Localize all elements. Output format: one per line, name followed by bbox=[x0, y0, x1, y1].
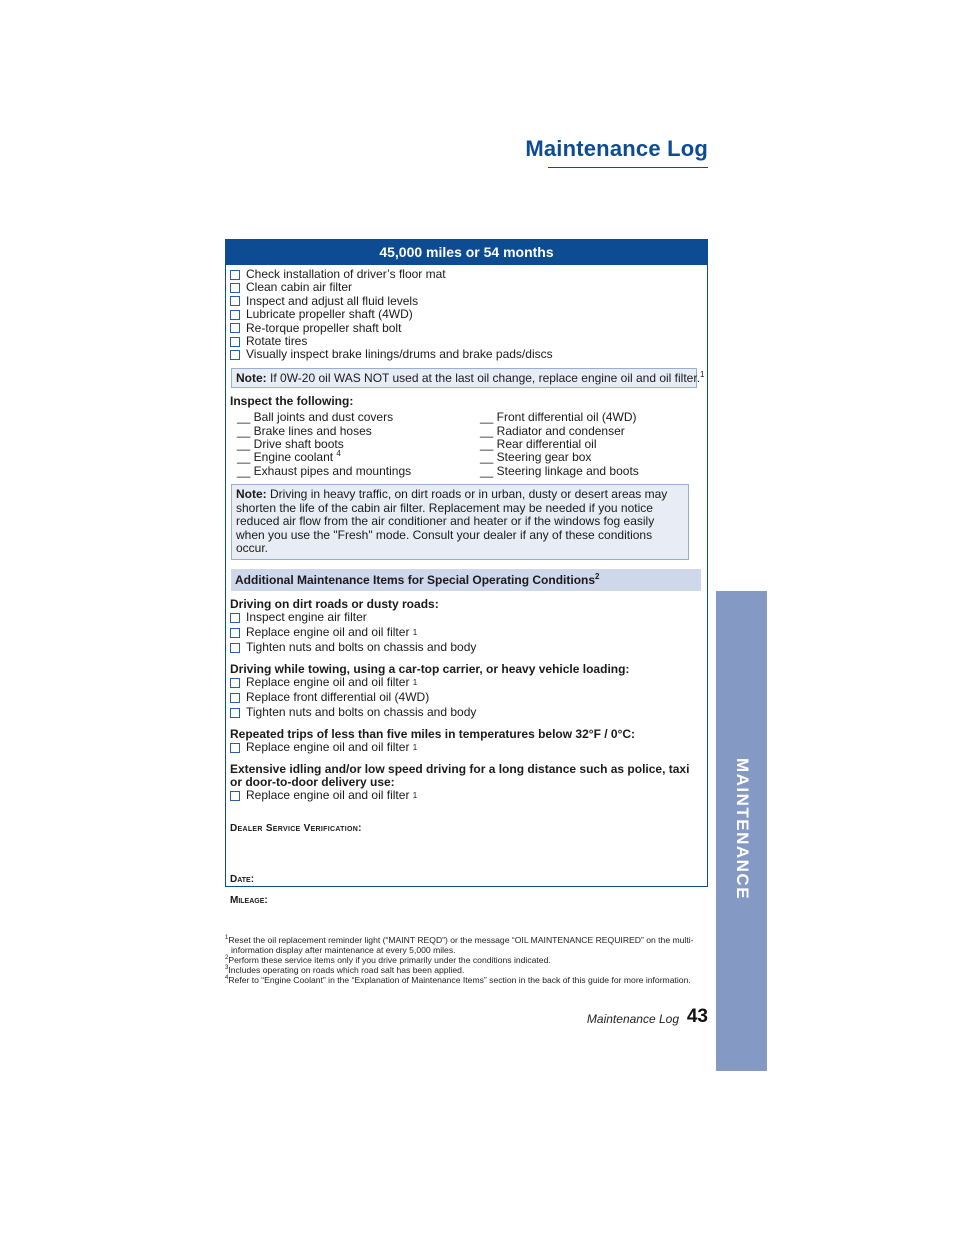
inspect-item: __ Brake lines and hoses bbox=[237, 423, 372, 438]
checkbox-icon[interactable] bbox=[230, 791, 240, 801]
checkbox-icon[interactable] bbox=[230, 708, 240, 718]
checkbox-icon[interactable] bbox=[230, 678, 240, 688]
date-label: Date: bbox=[230, 874, 255, 886]
checkbox-icon[interactable] bbox=[230, 613, 240, 623]
cabin-filter-note bbox=[231, 484, 689, 560]
box-content bbox=[230, 268, 703, 908]
checkbox-icon[interactable] bbox=[230, 643, 240, 653]
side-tab-label: MAINTENANCE bbox=[732, 757, 752, 901]
checklist-item[interactable]: Lubricate propeller shaft (4WD) bbox=[230, 308, 703, 321]
checklist-item[interactable]: Replace engine oil and oil filter 1 bbox=[230, 741, 703, 756]
checklist-item[interactable]: Replace engine oil and oil filter 1 bbox=[230, 789, 703, 804]
checklist-item[interactable]: Re-torque propeller shaft bolt bbox=[230, 322, 703, 335]
inspect-columns bbox=[230, 411, 703, 478]
checkbox-icon[interactable] bbox=[230, 323, 240, 333]
note-label: Note: bbox=[236, 370, 267, 385]
oil-note bbox=[231, 368, 705, 388]
inspect-item: __ Steering gear box bbox=[480, 450, 592, 465]
title-rule bbox=[548, 167, 708, 168]
inspect-item: __ Ball joints and dust covers bbox=[237, 410, 394, 425]
mileage-label: Mileage: bbox=[230, 895, 268, 907]
checklist bbox=[230, 268, 703, 362]
checklist-item[interactable]: Replace front differential oil (4WD) bbox=[230, 691, 703, 706]
checklist-item[interactable]: Rotate tires bbox=[230, 335, 703, 348]
checkbox-icon[interactable] bbox=[230, 693, 240, 703]
checklist-item[interactable]: Inspect engine air filter bbox=[230, 611, 703, 626]
inspect-left-column bbox=[237, 411, 480, 478]
note-label: Note: bbox=[236, 487, 267, 502]
checklist-item[interactable]: Tighten nuts and bolts on chassis and body bbox=[230, 641, 703, 656]
page-number: 43 bbox=[686, 1006, 708, 1027]
inspect-title: Inspect the following: bbox=[230, 393, 354, 408]
section-title: Repeated trips of less than five miles in temperatures below 32°F / 0°C: bbox=[230, 726, 636, 741]
checkbox-icon[interactable] bbox=[230, 296, 240, 306]
footnote: $^1$Reset the oil replacement reminder light (“MAINT REQD”) or the message “OIL MAINTENANCE REQUIRED” on the multi-information display after maintenance at every 5,000 miles. bbox=[225, 935, 694, 955]
footnote: $^3$Includes operating on roads which road salt has been applied. bbox=[225, 965, 465, 975]
inspect-item: __ Engine coolant $^4$ bbox=[237, 449, 341, 465]
footer-section-label: Maintenance Log bbox=[586, 1012, 679, 1026]
page-title: Maintenance Log bbox=[525, 136, 708, 161]
special-conditions-header: Additional Maintenance Items for Special Operating Conditions$^2$ bbox=[231, 569, 701, 591]
checkbox-icon[interactable] bbox=[230, 283, 240, 293]
inspect-item: __ Steering linkage and boots bbox=[480, 463, 639, 478]
inspect-item: __ Drive shaft boots bbox=[237, 436, 344, 451]
note-footnote-ref: 1 bbox=[700, 369, 705, 379]
checklist-item[interactable]: Check installation of driver’s floor mat bbox=[230, 268, 703, 281]
inspect-item: __ Exhaust pipes and mountings bbox=[237, 463, 412, 478]
checkbox-icon[interactable] bbox=[230, 270, 240, 280]
note-text: If 0W-20 oil WAS NOT used at the last oil change, replace engine oil and oil filter. bbox=[270, 370, 701, 385]
checkbox-icon[interactable] bbox=[230, 310, 240, 320]
checklist-item[interactable]: Visually inspect brake linings/drums and brake pads/discs bbox=[230, 348, 703, 361]
inspect-item: __ Rear differential oil bbox=[480, 436, 597, 451]
checklist-item[interactable]: Tighten nuts and bolts on chassis and body bbox=[230, 706, 703, 721]
checklist-item[interactable]: Clean cabin air filter bbox=[230, 281, 703, 294]
footnote: $^4$Refer to “Engine Coolant” in the “Explanation of Maintenance Items” section in the back of this guide for more information. bbox=[225, 975, 691, 985]
dealer-verification-label: Dealer Service Verification: bbox=[230, 822, 362, 834]
inspect-item: __ Front differential oil (4WD) bbox=[480, 410, 637, 425]
side-tab-label-wrap bbox=[716, 591, 767, 1071]
note-text: Driving in heavy traffic, on dirt roads or in urban, dusty or desert areas may shorten the life of the cabin air filter. Replacement may be needed if you notice reduced air flow from the air conditioner and heater or if the windows fog easily when you use the "Fresh" mode. Consult your dealer if any of these conditions occur. bbox=[236, 487, 668, 556]
checklist-item[interactable]: Replace engine oil and oil filter 1 bbox=[230, 676, 703, 691]
checklist-item[interactable]: Inspect and adjust all fluid levels bbox=[230, 295, 703, 308]
checkbox-icon[interactable] bbox=[230, 628, 240, 638]
checkbox-icon[interactable] bbox=[230, 743, 240, 753]
maintenance-box bbox=[225, 239, 708, 907]
inspect-right-column bbox=[480, 411, 700, 478]
checkbox-icon[interactable] bbox=[230, 337, 240, 347]
checkbox-icon[interactable] bbox=[230, 350, 240, 360]
section-title: Extensive idling and/or low speed driving for a long distance such as police, taxi or door-to-door delivery use: bbox=[230, 761, 690, 789]
inspect-item: __ Radiator and condenser bbox=[480, 423, 625, 438]
interval-header: 45,000 miles or 54 months bbox=[226, 240, 707, 265]
section-title: Driving while towing, using a car-top carrier, or heavy vehicle loading: bbox=[230, 661, 630, 676]
checklist-item[interactable]: Replace engine oil and oil filter 1 bbox=[230, 626, 703, 641]
footnote: $^2$Perform these service items only if you drive primarily under the conditions indicated. bbox=[225, 955, 551, 965]
footnotes bbox=[225, 935, 708, 985]
section-title: Driving on dirt roads or dusty roads: bbox=[230, 596, 439, 611]
